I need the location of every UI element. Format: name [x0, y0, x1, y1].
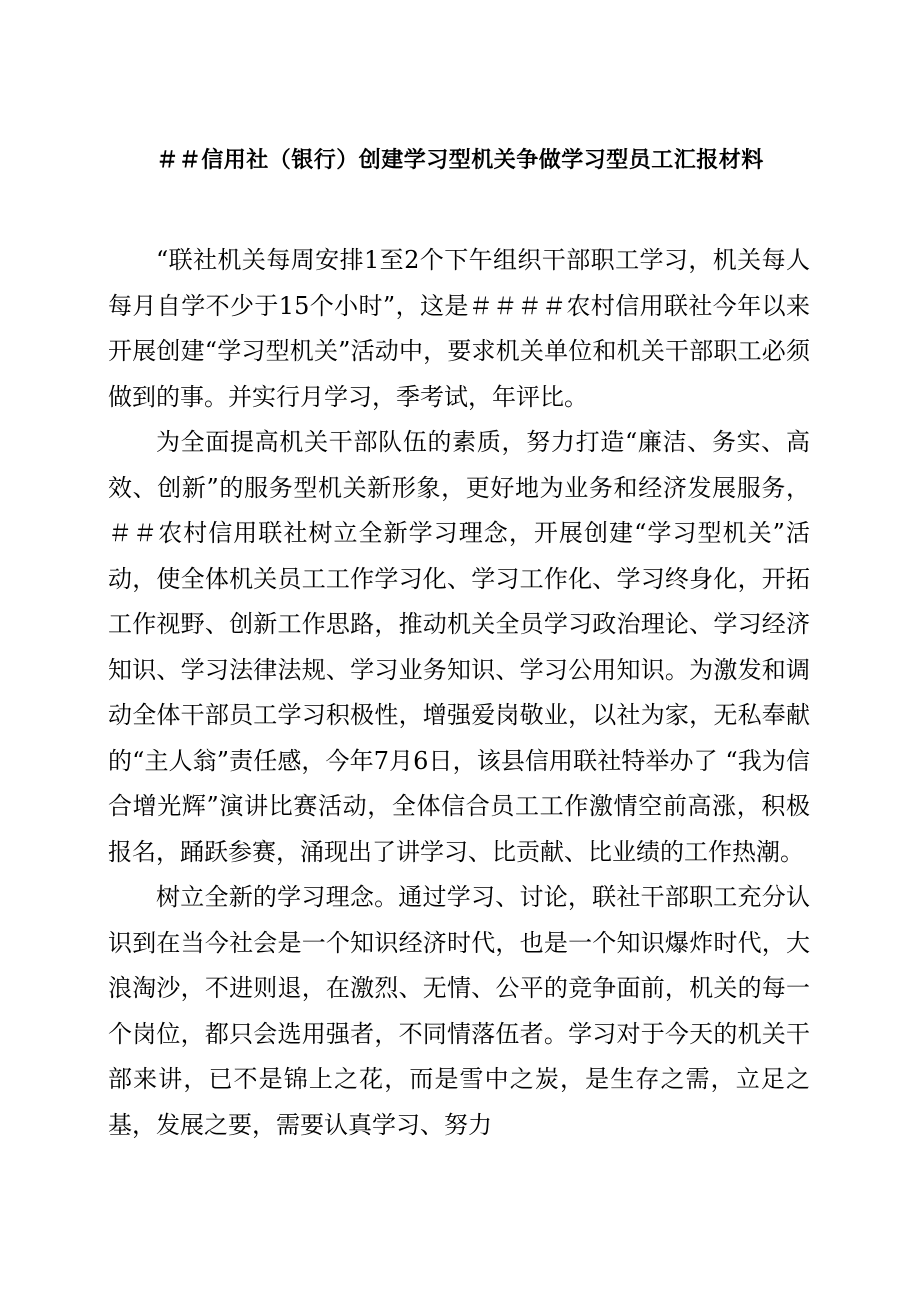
paragraph: “联社机关每周安排1至2个下午组织干部职工学习，机关每人每月自学不少于15个小时”，这是＃＃＃＃农村信用联社今年以来开展创建“学习型机关”活动中，要求机关单位和机关干部职工必须做到的事。并实行月学习，季考试，年评比。: [108, 246, 810, 411]
paragraph: 为全面提高机关干部队伍的素质，努力打造“廉洁、务实、高效、创新”的服务型机关新形象，更好地为业务和经济发展服务，＃＃农村信用联社树立全新学习理念，开展创建“学习型机关”活动，使全体机关员工工作学习化、学习工作化、学习终身化，开拓工作视野、创新工作思路，推动机关全员学习政治理论、学习经济知识、学习法律法规、学习业务知识、学习公用知识。为激发和调动全体干部员工学习积极性，增强爱岗敬业，以社为家，无私奉献的“主人翁”责任感，今年7月6日，该县信用联社特举办了 “我为信合增光辉”演讲比赛活动，全体信合员工工作激情空前高涨，积极报名，踊跃参赛，涌现出了讲学习、比贡献、比业绩的工作热潮。: [108, 428, 810, 866]
paragraph: 树立全新的学习理念。通过学习、讨论，联社干部职工充分认识到在当今社会是一个知识经济时代，也是一个知识爆炸时代，大浪淘沙，不进则退，在激烈、无情、公平的竞争面前，机关的每一个岗位，都只会选用强者，不同情落伍者。学习对于今天的机关干部来讲，已不是锦上之花，而是雪中之炭，是生存之需，立足之基，发展之要，需要认真学习、努力: [108, 883, 810, 1139]
document-body: [108, 238, 810, 1148]
document-title: ＃＃信用社（银行）创建学习型机关争做学习型员工汇报材料: [156, 148, 764, 173]
